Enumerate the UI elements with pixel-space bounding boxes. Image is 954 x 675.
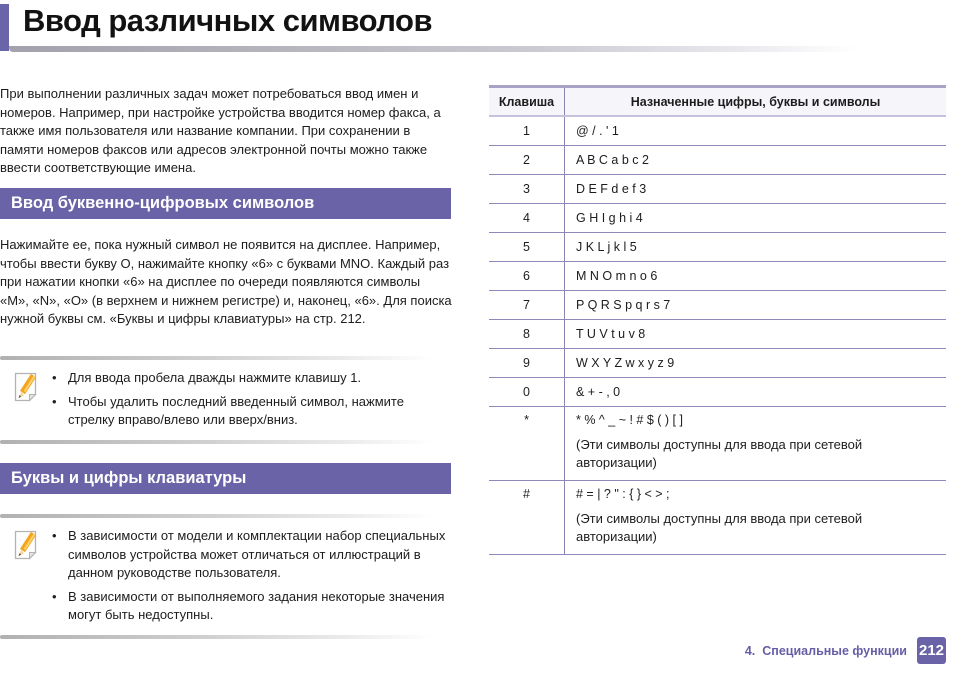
key-cell: 4 [489,204,565,232]
section-heading-alphanumeric: Ввод буквенно-цифровых символов [0,188,451,219]
table-row [489,146,946,175]
value-cell: P Q R S p q r s 7 [576,298,671,312]
table-header-row [489,88,946,117]
value-symbols: * % ^ _ ~ ! # $ ( ) [ ] [576,413,683,427]
page-number-badge: 212 [917,637,946,664]
table-row [489,233,946,262]
note-pencil-icon [0,369,52,430]
value-cell: & + - , 0 [576,385,621,399]
section-body-paragraph: Нажимайте ее, пока нужный символ не появится на дисплее. Например, чтобы ввести букву О, нажимайте кнопку «6» с буквами MNO. Каждый раз при нажатии кнопки «6» на дисплее по очереди появляются символы «M», «N», «O» (в верхнем и нижнем регистре) и, наконец, «6». Для поиска нужной буквы см. «Буквы и цифры клавиатуры» на стр. 212. [0,237,452,326]
table-row [489,175,946,204]
value-cell: M N O m n o 6 [576,269,658,283]
key-cell: 7 [489,291,565,319]
note-bottom-rule [0,440,451,444]
intro-paragraph: При выполнении различных задач может потребоваться ввод имен и номеров. Например, при настройке устройства вводится номер факса, а также имя пользователя или название компании. При сохранении в памяти номеров факсов или адресов электронной почты можно также ввести соответствующие имена. [0,86,441,175]
table-row [489,204,946,233]
table-row [489,378,946,407]
note-item: • Для ввода пробела дважды нажмите клавишу 1. [52,369,451,388]
note-item: • В зависимости от выполняемого задания некоторые значения могут быть недоступны. [52,588,451,625]
bullet-icon: • [52,588,57,604]
table-header-key: Клавиша [489,88,565,115]
key-cell: 0 [489,378,565,406]
key-cell: 6 [489,262,565,290]
footer-chapter [745,644,907,658]
note-box-2 [0,514,451,639]
page-title: Ввод различных символов [23,3,433,38]
value-cell: A B C a b c 2 [576,153,649,167]
title-shadow-rule [9,46,912,52]
value-note: (Эти символы доступны для ввода при сетевой авторизации) [576,511,863,544]
table-row [489,262,946,291]
key-cell: 3 [489,175,565,203]
note-bottom-rule [0,635,451,639]
table-row [489,117,946,146]
bullet-icon: • [52,528,57,543]
note-item: • В зависимости от модели и комплектации набор специальных символов устройства может отличаться от иллюстраций в данном руководстве пользователя. [52,527,451,583]
key-cell: 9 [489,349,565,377]
key-cell: * [489,407,565,480]
key-assignment-table [489,85,946,555]
table-row-star [489,407,946,481]
note-pencil-icon [0,527,52,625]
footer-chapter-title: Специальные функции [762,643,907,658]
note-item: • Чтобы удалить последний введенный символ, нажмите стрелку вправо/влево или вверх/вниз. [52,393,451,430]
value-cell: J K L j k l 5 [576,240,637,254]
title-accent-bar [0,4,9,51]
table-row-hash [489,481,946,555]
table-row [489,349,946,378]
table-row [489,320,946,349]
value-cell [565,481,946,554]
value-symbols: # = | ? " : { } < > ; [576,487,670,501]
key-cell: 2 [489,146,565,174]
key-cell: 8 [489,320,565,348]
section-heading-keypad: Буквы и цифры клавиатуры [0,463,451,494]
key-cell: 1 [489,117,565,145]
page-footer [745,637,946,664]
bullet-icon: • [52,370,57,385]
value-cell: G H I g h i 4 [576,211,643,225]
note-box-1 [0,356,451,444]
value-cell: T U V t u v 8 [576,327,646,341]
value-cell: @ / . ' 1 [576,124,619,138]
value-note: (Эти символы доступны для ввода при сетевой авторизации) [576,437,863,470]
value-cell [565,407,946,480]
key-cell: # [489,481,565,554]
table-header-assigned: Назначенные цифры, буквы и символы [630,94,881,109]
table-row [489,291,946,320]
value-cell: W X Y Z w x y z 9 [576,356,675,370]
footer-chapter-number: 4. [744,643,756,658]
key-cell: 5 [489,233,565,261]
value-cell: D E F d e f 3 [576,182,647,196]
bullet-icon: • [52,393,57,409]
